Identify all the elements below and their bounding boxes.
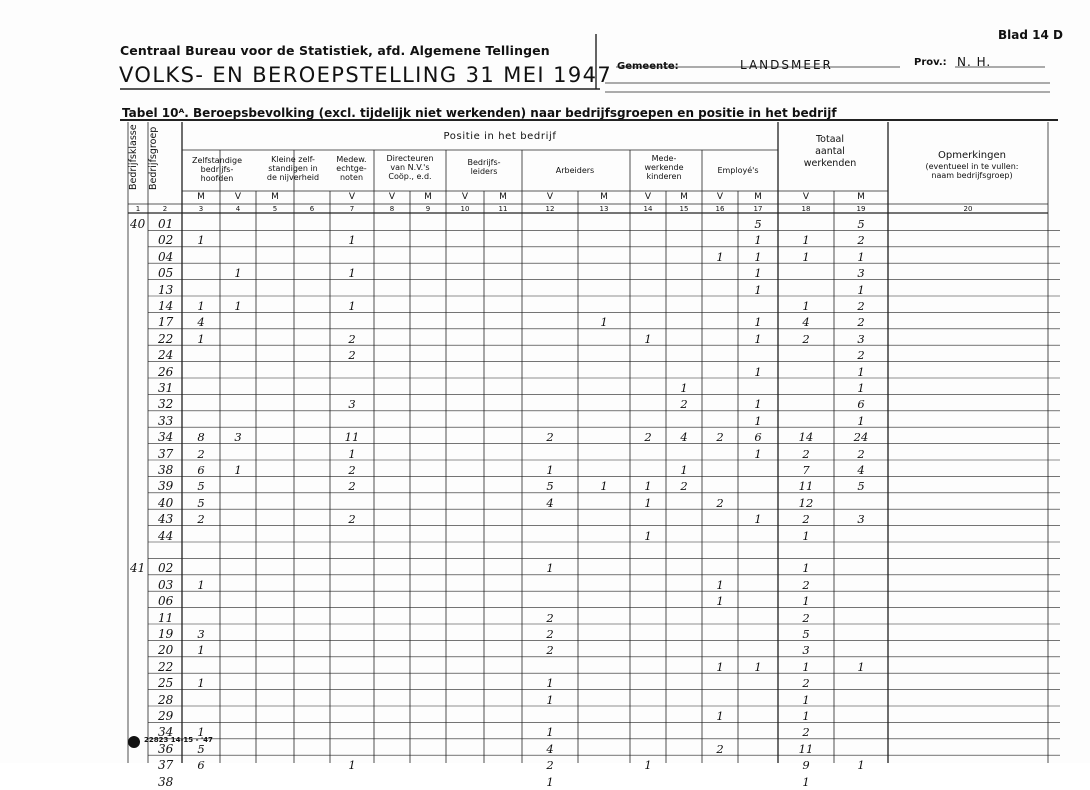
column-number: 8 [389,205,395,213]
count-cell-col-7: 1 [348,758,356,773]
sheet-number: Blad 14 D [998,28,1063,42]
count-cell-col-17: 1 [754,266,762,281]
count-cell-col-18: 2 [802,610,810,625]
column-number: 13 [599,205,609,213]
bedrijfsgroep-value: 31 [158,381,174,395]
column-number: 20 [963,205,973,213]
bedrijfsgroep-value: 38 [158,463,174,477]
count-cell-col-18: 3 [802,643,810,658]
medewerkende-echtgenoten-header: Medew. echtge- noten [336,155,367,182]
count-cell-col-13: 1 [600,315,608,330]
count-cell-col-19: 3 [857,512,865,527]
bedrijfsgroep-value: 38 [158,774,174,789]
count-cell-col-18: 2 [802,577,810,592]
medewerkende-kinderen-header: Mede- werkende kinderen [644,154,684,181]
count-cell-col-17: 1 [754,364,762,379]
bedrijfsgroep-value: 40 [158,495,174,510]
count-cell-col-17: 1 [754,315,762,330]
count-cell-col-18: 1 [802,299,810,313]
mv-label: V [461,192,469,202]
mv-label: V [234,192,242,202]
count-cell-col-18: 1 [802,233,810,248]
bedrijfsgroep-header: Bedrijfsgroep [148,126,159,190]
count-cell-col-7: 11 [344,430,360,445]
bedrijfsgroep-value: 03 [158,577,174,592]
positie-header: Positie in het bedrijf [443,131,557,142]
arbeiders-header: Arbeiders [555,166,595,175]
zelfstandige-header: Zelfstandige bedrijfs- hoofden [191,156,243,183]
bedrijfsgroep-value: 43 [158,512,174,527]
count-cell-col-19: 6 [857,397,865,412]
count-cell-col-7: 3 [348,397,356,412]
employes-header: Employé's [717,166,759,175]
count-cell-col-18: 2 [802,512,810,527]
bedrijfsgroep-value: 22 [158,331,174,346]
mv-label: V [802,192,810,202]
count-cell-col-14: 1 [644,331,652,346]
column-number: 3 [198,205,204,213]
mv-label: M [857,192,865,202]
count-cell-col-3: 3 [197,627,205,641]
count-cell-col-4: 1 [234,266,242,281]
count-cell-col-18: 1 [802,561,810,576]
mv-label: M [680,192,688,202]
count-cell-col-3: 1 [197,643,205,658]
column-number: 17 [753,205,763,213]
count-cell-col-12: 1 [546,692,554,707]
count-cell-col-7: 1 [348,233,356,248]
count-cell-col-4: 3 [234,430,242,445]
opmerkingen-header: Opmerkingen (eventueel in te vullen: naam bedrijfsgroep) [925,150,1019,180]
count-cell-col-18: 2 [802,725,810,740]
count-cell-col-18: 11 [798,741,814,756]
count-cell-col-12: 2 [546,643,554,658]
count-cell-col-7: 2 [348,479,356,494]
mv-label: M [197,192,205,202]
bedrijfsgroep-value: 11 [158,610,174,625]
count-cell-col-14: 1 [644,479,652,494]
count-cell-col-12: 1 [546,774,554,789]
bedrijfsgroep-value: 05 [158,266,174,281]
count-cell-col-17: 1 [754,249,762,264]
bedrijfsklasse-header: Bedrijfsklasse [128,124,139,190]
column-number: 1 [135,205,141,213]
province-label: Prov.: [914,57,947,68]
bedrijfsgroep-value: 32 [158,397,174,412]
count-cell-col-12: 5 [546,479,554,494]
count-cell-col-18: 11 [798,479,814,494]
column-number: 7 [349,205,355,213]
count-cell-col-3: 2 [197,512,205,527]
count-cell-col-7: 2 [348,463,356,477]
count-cell-col-18: 7 [802,463,810,477]
count-cell-col-12: 1 [546,676,554,691]
count-cell-col-18: 1 [802,528,810,543]
gemeente-label: Gemeente: [617,61,679,72]
bedrijfsgroep-value: 34 [158,725,174,740]
count-cell-col-16: 1 [716,659,724,674]
count-cell-col-14: 1 [644,758,652,773]
count-cell-col-13: 1 [600,479,608,494]
count-cell-col-12: 2 [546,758,554,773]
count-cell-col-17: 1 [754,331,762,346]
mv-label: M [600,192,608,202]
count-cell-col-7: 1 [348,299,356,313]
directeuren-header: Directeuren van N.V.'s Coöp., e.d. [386,154,434,181]
count-cell-col-3: 1 [197,233,205,248]
count-cell-col-12: 4 [546,741,554,756]
count-cell-col-18: 5 [802,627,810,641]
count-cell-col-3: 6 [197,758,205,773]
bedrijfsgroep-value: 24 [158,348,174,363]
bedrijfsgroep-value: 44 [158,528,174,543]
count-cell-col-17: 5 [754,217,762,231]
count-cell-col-17: 1 [754,659,762,674]
bedrijfsgroep-value: 29 [158,709,174,723]
count-cell-col-19: 24 [853,430,869,445]
column-number: 12 [545,205,555,213]
gemeente-value: LANDSMEER [740,58,833,72]
count-cell-col-18: 1 [802,709,810,723]
bedrijfsgroep-value: 37 [158,446,174,461]
count-cell-col-7: 1 [348,266,356,281]
bedrijfsgroep-value: 22 [158,659,174,674]
column-number: 4 [235,205,241,213]
bedrijfsgroep-value: 17 [158,315,174,330]
mv-label: V [644,192,652,202]
count-cell-col-3: 1 [197,725,205,740]
count-cell-col-19: 1 [857,249,865,264]
mv-label: V [716,192,724,202]
count-cell-col-18: 1 [802,594,810,609]
count-cell-col-16: 2 [716,495,724,510]
column-number: 2 [162,205,168,213]
count-cell-col-3: 6 [197,463,205,477]
bedrijfsklasse-value: 41 [130,561,146,576]
bedrijfsgroep-value: 39 [158,479,174,494]
count-cell-col-17: 1 [754,397,762,412]
count-cell-col-18: 12 [798,495,814,510]
mv-label: M [499,192,507,202]
bedrijfsgroep-value: 26 [158,364,174,379]
count-cell-col-12: 2 [546,627,554,641]
bedrijfsgroep-value: 01 [158,217,174,231]
count-cell-col-3: 8 [197,430,205,445]
column-number: 16 [715,205,725,213]
bedrijfsgroep-value: 25 [158,676,174,691]
count-cell-col-19: 5 [857,479,865,494]
province-value: N. H. [957,55,992,69]
count-cell-col-12: 4 [546,495,554,510]
bedrijfsgroep-value: 02 [158,233,174,248]
count-cell-col-16: 2 [716,430,724,445]
count-cell-col-12: 1 [546,463,554,477]
bedrijfsgroep-value: 14 [158,299,174,313]
count-cell-col-19: 2 [857,446,865,461]
count-cell-col-19: 3 [857,266,865,281]
count-cell-col-17: 1 [754,282,762,297]
count-cell-col-12: 2 [546,430,554,445]
count-cell-col-3: 1 [197,299,205,313]
mv-label: M [424,192,432,202]
count-cell-col-19: 2 [857,315,865,330]
count-cell-col-16: 1 [716,249,724,264]
bedrijfsgroep-value: 36 [158,741,174,756]
count-cell-col-3: 5 [197,479,205,494]
mv-label: V [546,192,554,202]
count-cell-col-19: 2 [857,233,865,248]
bedrijfsgroep-value: 34 [158,430,174,445]
count-cell-col-14: 1 [644,495,652,510]
column-number: 11 [498,205,508,213]
cbs-logo [128,736,140,748]
print-mark: 22823 14-15 - '47 [144,736,213,744]
count-cell-col-19: 1 [857,758,865,773]
count-cell-col-3: 5 [197,741,205,756]
count-cell-col-19: 1 [857,381,865,395]
count-cell-col-19: 5 [857,217,865,231]
count-cell-col-15: 1 [680,381,688,395]
count-cell-col-18: 2 [802,446,810,461]
count-cell-col-7: 2 [348,331,356,346]
count-cell-col-12: 2 [546,610,554,625]
count-cell-col-19: 1 [857,659,865,674]
count-cell-col-18: 2 [802,331,810,346]
count-cell-col-19: 1 [857,364,865,379]
count-cell-col-14: 1 [644,528,652,543]
bedrijfsgroep-value: 33 [158,413,174,428]
table-title: Tabel 10ᴬ. Beroepsbevolking (excl. tijdelijk niet werkenden) naar bedrijfsgroepen en positie in het bedrijf [122,106,837,120]
column-number: 10 [460,205,470,213]
count-cell-col-3: 1 [197,577,205,592]
count-cell-col-17: 1 [754,413,762,428]
count-cell-col-18: 9 [802,758,810,773]
count-cell-col-16: 2 [716,741,724,756]
count-cell-col-15: 4 [680,430,688,445]
mv-label: V [388,192,396,202]
count-cell-col-3: 2 [197,446,205,461]
bedrijfsgroep-value: 06 [158,594,174,609]
bedrijfsgroep-value: 20 [158,643,174,658]
count-cell-col-19: 2 [857,348,865,363]
count-cell-col-4: 1 [234,463,242,477]
count-cell-col-16: 1 [716,709,724,723]
totaal-header: Totaal aantal werkenden [803,134,857,169]
count-cell-col-15: 1 [680,463,688,477]
bedrijfsklasse-value: 40 [130,217,146,231]
count-cell-col-4: 1 [234,299,242,313]
bedrijfsgroep-value: 19 [158,627,174,641]
count-cell-col-3: 1 [197,676,205,691]
count-cell-col-7: 2 [348,348,356,363]
mv-label: M [271,192,279,202]
kleine-zelfstandigen-header: Kleine zelf- standigen in de nijverheid [266,155,320,182]
count-cell-col-19: 1 [857,413,865,428]
column-number: 9 [425,205,431,213]
count-cell-col-3: 5 [197,495,205,510]
count-cell-col-18: 1 [802,774,810,789]
count-cell-col-18: 1 [802,692,810,707]
count-cell-col-18: 1 [802,659,810,674]
column-number: 19 [856,205,866,213]
count-cell-col-12: 1 [546,561,554,576]
count-cell-col-17: 1 [754,512,762,527]
count-cell-col-19: 1 [857,282,865,297]
count-cell-col-16: 1 [716,577,724,592]
count-cell-col-17: 6 [754,430,762,445]
count-cell-col-3: 4 [197,315,205,330]
bedrijfsleiders-header: Bedrijfs- leiders [467,158,501,176]
bedrijfsgroep-value: 04 [158,249,174,264]
count-cell-col-17: 1 [754,233,762,248]
bureau-heading: Centraal Bureau voor de Statistiek, afd. Algemene Tellingen [120,43,550,58]
count-cell-col-7: 1 [348,446,356,461]
count-cell-col-18: 4 [802,315,810,330]
column-number: 6 [309,205,315,213]
count-cell-col-18: 2 [802,676,810,691]
mv-label: V [348,192,356,202]
bedrijfsgroep-value: 02 [158,561,174,576]
count-cell-col-18: 1 [802,249,810,264]
count-cell-col-19: 3 [857,331,865,346]
form-title: VOLKS- EN BEROEPSTELLING 31 MEI 1947 [119,63,613,87]
count-cell-col-19: 4 [857,463,865,477]
bedrijfsgroep-value: 28 [158,692,174,707]
count-cell-col-15: 2 [680,397,688,412]
count-cell-col-3: 1 [197,331,205,346]
count-cell-col-18: 14 [798,430,814,445]
count-cell-col-14: 2 [644,430,652,445]
bedrijfsgroep-value: 13 [158,282,174,297]
count-cell-col-19: 2 [857,299,865,313]
column-number: 14 [643,205,653,213]
count-cell-col-17: 1 [754,446,762,461]
bedrijfsgroep-value: 37 [158,758,174,773]
column-number: 5 [272,205,278,213]
count-cell-col-12: 1 [546,725,554,740]
column-number: 18 [801,205,811,213]
count-cell-col-15: 2 [680,479,688,494]
count-cell-col-16: 1 [716,594,724,609]
mv-label: M [754,192,762,202]
column-number: 15 [679,205,689,213]
count-cell-col-7: 2 [348,512,356,527]
